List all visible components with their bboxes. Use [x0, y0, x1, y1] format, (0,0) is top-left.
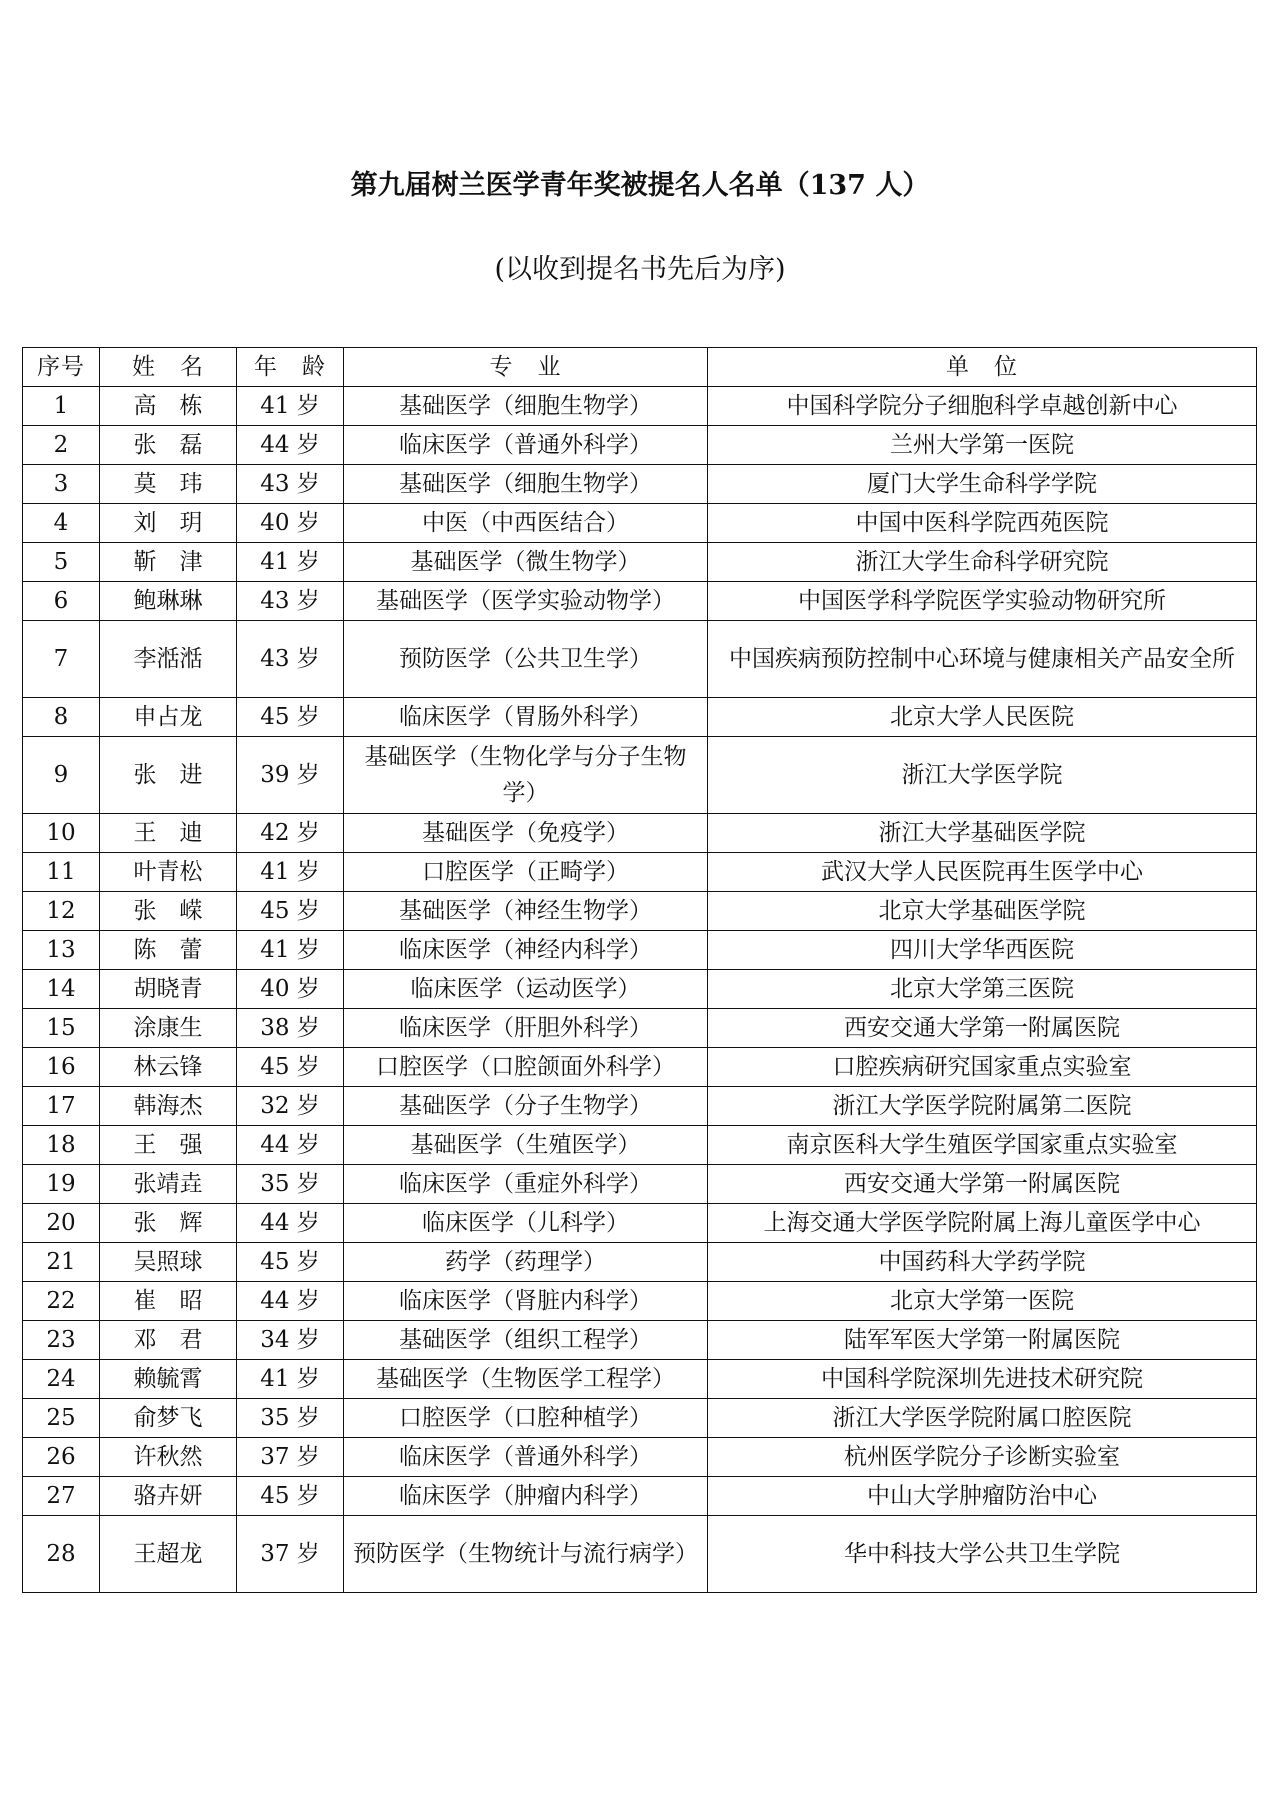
cell-age: 41 岁	[237, 387, 344, 426]
table-row	[23, 1009, 1257, 1048]
table-row	[23, 1321, 1257, 1360]
cell-name: 王 迪	[100, 814, 237, 853]
header-unit: 单 位	[708, 348, 1257, 387]
cell-unit: 浙江大学医学院附属口腔医院	[708, 1399, 1257, 1438]
table-row	[23, 931, 1257, 970]
cell-no: 26	[23, 1438, 100, 1477]
table-row	[23, 1438, 1257, 1477]
cell-name: 李湉湉	[100, 621, 237, 698]
cell-age: 45 岁	[237, 1048, 344, 1087]
cell-age: 38 岁	[237, 1009, 344, 1048]
cell-major: 中医（中西医结合）	[344, 504, 708, 543]
cell-age: 45 岁	[237, 1243, 344, 1282]
table-row	[23, 543, 1257, 582]
table-header-row	[23, 348, 1257, 387]
cell-name: 靳 津	[100, 543, 237, 582]
cell-major: 基础医学（医学实验动物学）	[344, 582, 708, 621]
cell-unit: 中国药科大学药学院	[708, 1243, 1257, 1282]
cell-age: 42 岁	[237, 814, 344, 853]
cell-no: 1	[23, 387, 100, 426]
cell-no: 27	[23, 1477, 100, 1516]
cell-unit: 北京大学人民医院	[708, 698, 1257, 737]
table-row	[23, 1243, 1257, 1282]
table-row	[23, 1516, 1257, 1593]
cell-major: 基础医学（细胞生物学）	[344, 387, 708, 426]
cell-age: 35 岁	[237, 1165, 344, 1204]
cell-major: 口腔医学（口腔种植学）	[344, 1399, 708, 1438]
cell-major: 基础医学（组织工程学）	[344, 1321, 708, 1360]
cell-unit: 南京医科大学生殖医学国家重点实验室	[708, 1126, 1257, 1165]
cell-age: 40 岁	[237, 970, 344, 1009]
cell-name: 刘 玥	[100, 504, 237, 543]
cell-major: 基础医学（细胞生物学）	[344, 465, 708, 504]
table-row	[23, 621, 1257, 698]
cell-unit: 中国疾病预防控制中心环境与健康相关产品安全所	[708, 621, 1257, 698]
cell-age: 44 岁	[237, 1126, 344, 1165]
cell-age: 45 岁	[237, 698, 344, 737]
cell-unit: 中国医学科学院医学实验动物研究所	[708, 582, 1257, 621]
cell-unit: 浙江大学生命科学研究院	[708, 543, 1257, 582]
table-row	[23, 1087, 1257, 1126]
cell-no: 3	[23, 465, 100, 504]
cell-name: 高 栋	[100, 387, 237, 426]
cell-major: 基础医学（生物医学工程学）	[344, 1360, 708, 1399]
cell-unit: 浙江大学基础医学院	[708, 814, 1257, 853]
header-name: 姓 名	[100, 348, 237, 387]
cell-no: 23	[23, 1321, 100, 1360]
cell-major: 预防医学（公共卫生学）	[344, 621, 708, 698]
cell-age: 41 岁	[237, 853, 344, 892]
cell-no: 28	[23, 1516, 100, 1593]
cell-no: 11	[23, 853, 100, 892]
cell-no: 13	[23, 931, 100, 970]
table-row	[23, 892, 1257, 931]
cell-no: 14	[23, 970, 100, 1009]
table-row	[23, 1282, 1257, 1321]
cell-name: 许秋然	[100, 1438, 237, 1477]
cell-name: 张靖垚	[100, 1165, 237, 1204]
cell-major: 口腔医学（口腔颌面外科学）	[344, 1048, 708, 1087]
cell-name: 莫 玮	[100, 465, 237, 504]
table-row	[23, 970, 1257, 1009]
cell-age: 37 岁	[237, 1516, 344, 1593]
cell-no: 22	[23, 1282, 100, 1321]
cell-unit: 浙江大学医学院	[708, 737, 1257, 814]
cell-name: 王 强	[100, 1126, 237, 1165]
cell-major: 基础医学（生物化学与分子生物学）	[344, 737, 708, 814]
header-no: 序号	[23, 348, 100, 387]
cell-major: 临床医学（肝胆外科学）	[344, 1009, 708, 1048]
cell-unit: 陆军军医大学第一附属医院	[708, 1321, 1257, 1360]
cell-no: 19	[23, 1165, 100, 1204]
cell-major: 临床医学（运动医学）	[344, 970, 708, 1009]
cell-unit: 北京大学基础医学院	[708, 892, 1257, 931]
table-row	[23, 387, 1257, 426]
cell-unit: 武汉大学人民医院再生医学中心	[708, 853, 1257, 892]
cell-unit: 北京大学第一医院	[708, 1282, 1257, 1321]
table-row	[23, 1126, 1257, 1165]
cell-no: 4	[23, 504, 100, 543]
cell-name: 崔 昭	[100, 1282, 237, 1321]
cell-no: 9	[23, 737, 100, 814]
cell-age: 44 岁	[237, 426, 344, 465]
table-row	[23, 465, 1257, 504]
cell-no: 18	[23, 1126, 100, 1165]
cell-unit: 中国科学院深圳先进技术研究院	[708, 1360, 1257, 1399]
cell-age: 45 岁	[237, 892, 344, 931]
table-row	[23, 853, 1257, 892]
cell-age: 34 岁	[237, 1321, 344, 1360]
cell-name: 胡晓青	[100, 970, 237, 1009]
cell-unit: 兰州大学第一医院	[708, 426, 1257, 465]
cell-unit: 杭州医学院分子诊断实验室	[708, 1438, 1257, 1477]
cell-age: 41 岁	[237, 931, 344, 970]
cell-age: 44 岁	[237, 1204, 344, 1243]
header-age: 年 龄	[237, 348, 344, 387]
table-row	[23, 814, 1257, 853]
cell-no: 20	[23, 1204, 100, 1243]
table-row	[23, 737, 1257, 814]
cell-major: 临床医学（儿科学）	[344, 1204, 708, 1243]
cell-age: 40 岁	[237, 504, 344, 543]
cell-name: 叶青松	[100, 853, 237, 892]
cell-major: 临床医学（神经内科学）	[344, 931, 708, 970]
cell-age: 37 岁	[237, 1438, 344, 1477]
cell-name: 陈 蕾	[100, 931, 237, 970]
cell-age: 44 岁	[237, 1282, 344, 1321]
cell-major: 口腔医学（正畸学）	[344, 853, 708, 892]
cell-age: 41 岁	[237, 543, 344, 582]
cell-age: 41 岁	[237, 1360, 344, 1399]
cell-no: 8	[23, 698, 100, 737]
cell-name: 申占龙	[100, 698, 237, 737]
cell-name: 鲍琳琳	[100, 582, 237, 621]
table-row	[23, 698, 1257, 737]
table-row	[23, 1360, 1257, 1399]
cell-no: 12	[23, 892, 100, 931]
cell-name: 骆卉妍	[100, 1477, 237, 1516]
table-row	[23, 426, 1257, 465]
cell-major: 临床医学（肿瘤内科学）	[344, 1477, 708, 1516]
table-row	[23, 1399, 1257, 1438]
cell-name: 韩海杰	[100, 1087, 237, 1126]
cell-name: 赖毓霄	[100, 1360, 237, 1399]
cell-no: 17	[23, 1087, 100, 1126]
cell-name: 俞梦飞	[100, 1399, 237, 1438]
table-row	[23, 582, 1257, 621]
cell-unit: 西安交通大学第一附属医院	[708, 1009, 1257, 1048]
cell-name: 张 嵘	[100, 892, 237, 931]
cell-unit: 华中科技大学公共卫生学院	[708, 1516, 1257, 1593]
cell-no: 25	[23, 1399, 100, 1438]
cell-no: 16	[23, 1048, 100, 1087]
cell-major: 基础医学（神经生物学）	[344, 892, 708, 931]
cell-no: 6	[23, 582, 100, 621]
cell-unit: 上海交通大学医学院附属上海儿童医学中心	[708, 1204, 1257, 1243]
document-title: 第九届树兰医学青年奖被提名人名单（137 人）	[350, 170, 930, 201]
table-row	[23, 504, 1257, 543]
table-body	[23, 387, 1257, 1593]
cell-unit: 浙江大学医学院附属第二医院	[708, 1087, 1257, 1126]
cell-no: 7	[23, 621, 100, 698]
cell-age: 43 岁	[237, 582, 344, 621]
table-row	[23, 1165, 1257, 1204]
cell-age: 32 岁	[237, 1087, 344, 1126]
cell-name: 张 辉	[100, 1204, 237, 1243]
cell-major: 临床医学（普通外科学）	[344, 1438, 708, 1477]
cell-age: 43 岁	[237, 465, 344, 504]
table-row	[23, 1477, 1257, 1516]
cell-age: 35 岁	[237, 1399, 344, 1438]
cell-unit: 四川大学华西医院	[708, 931, 1257, 970]
document-subtitle: (以收到提名书先后为序)	[494, 254, 786, 285]
cell-unit: 中国科学院分子细胞科学卓越创新中心	[708, 387, 1257, 426]
cell-name: 林云锋	[100, 1048, 237, 1087]
cell-no: 15	[23, 1009, 100, 1048]
cell-major: 预防医学（生物统计与流行病学）	[344, 1516, 708, 1593]
cell-age: 43 岁	[237, 621, 344, 698]
cell-no: 5	[23, 543, 100, 582]
cell-name: 涂康生	[100, 1009, 237, 1048]
cell-major: 基础医学（免疫学）	[344, 814, 708, 853]
table-row	[23, 1048, 1257, 1087]
cell-name: 吴照球	[100, 1243, 237, 1282]
cell-age: 45 岁	[237, 1477, 344, 1516]
header-major: 专 业	[344, 348, 708, 387]
cell-major: 药学（药理学）	[344, 1243, 708, 1282]
cell-major: 临床医学（肾脏内科学）	[344, 1282, 708, 1321]
cell-major: 临床医学（普通外科学）	[344, 426, 708, 465]
nominee-table	[22, 347, 1257, 1593]
cell-name: 邓 君	[100, 1321, 237, 1360]
cell-no: 2	[23, 426, 100, 465]
cell-major: 基础医学（微生物学）	[344, 543, 708, 582]
cell-name: 张 磊	[100, 426, 237, 465]
cell-no: 21	[23, 1243, 100, 1282]
cell-name: 张 进	[100, 737, 237, 814]
cell-major: 基础医学（生殖医学）	[344, 1126, 708, 1165]
cell-major: 基础医学（分子生物学）	[344, 1087, 708, 1126]
cell-major: 临床医学（重症外科学）	[344, 1165, 708, 1204]
cell-unit: 西安交通大学第一附属医院	[708, 1165, 1257, 1204]
cell-unit: 中国中医科学院西苑医院	[708, 504, 1257, 543]
cell-unit: 厦门大学生命科学学院	[708, 465, 1257, 504]
cell-unit: 北京大学第三医院	[708, 970, 1257, 1009]
cell-unit: 中山大学肿瘤防治中心	[708, 1477, 1257, 1516]
cell-no: 10	[23, 814, 100, 853]
cell-name: 王超龙	[100, 1516, 237, 1593]
cell-age: 39 岁	[237, 737, 344, 814]
cell-major: 临床医学（胃肠外科学）	[344, 698, 708, 737]
cell-no: 24	[23, 1360, 100, 1399]
cell-unit: 口腔疾病研究国家重点实验室	[708, 1048, 1257, 1087]
table-row	[23, 1204, 1257, 1243]
